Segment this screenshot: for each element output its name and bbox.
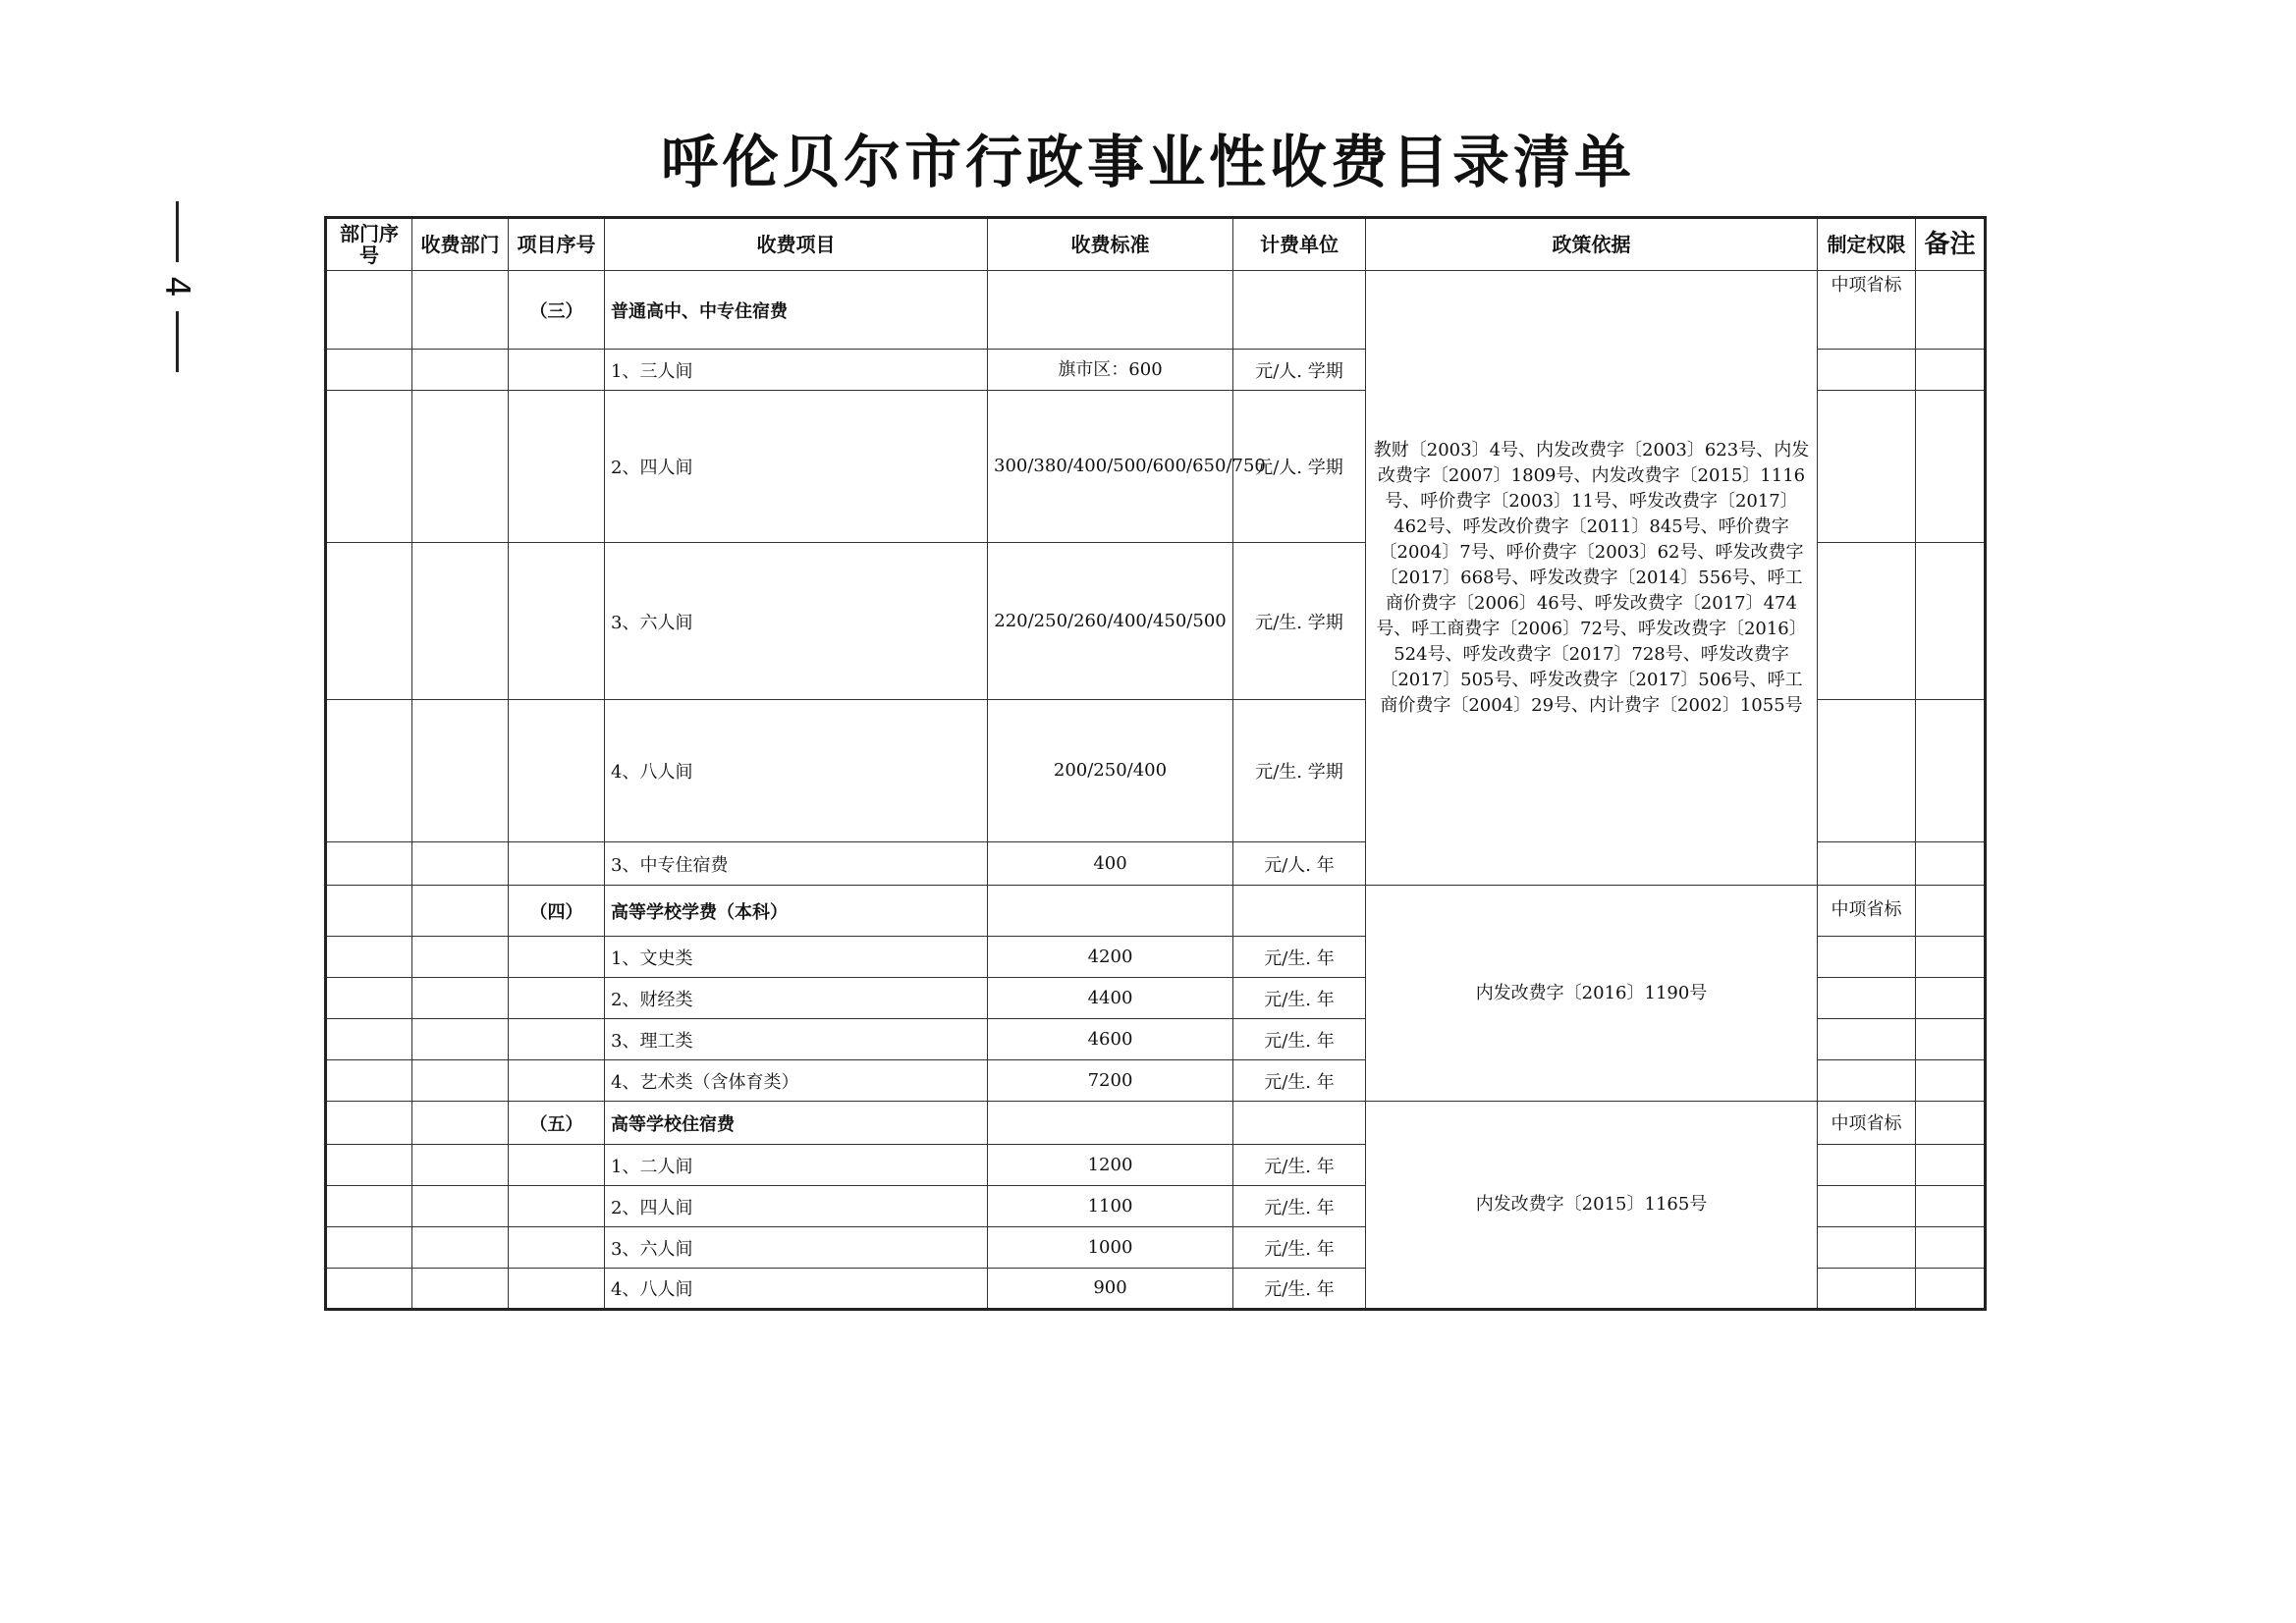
item-standard: 400 [988,842,1233,886]
item-unit: 元/人. 学期 [1233,350,1366,391]
group-name: 高等学校学费（本科） [605,886,988,937]
item-unit: 元/生. 年 [1233,1227,1366,1269]
policy-basis: 内发改费字〔2015〕1165号 [1366,1102,1818,1310]
fee-table [324,216,1987,1311]
item-name: 1、三人间 [605,350,988,391]
item-standard: 300/380/400/500/600/650/750 [988,391,1233,543]
authority: 中项省标 [1818,886,1916,937]
item-standard: 7200 [988,1060,1233,1102]
header-row [326,218,1986,271]
header-item-no: 项目序号 [509,218,605,271]
page-number [147,201,206,372]
header-standard: 收费标准 [988,218,1233,271]
item-standard: 220/250/260/400/450/500 [988,543,1233,700]
item-name: 3、六人间 [605,1227,988,1269]
item-unit: 元/人. 学期 [1233,391,1366,543]
item-standard: 4400 [988,978,1233,1019]
item-standard: 4600 [988,1019,1233,1060]
item-name: 1、二人间 [605,1145,988,1186]
header-remark: 备注 [1916,218,1986,271]
table-row [326,1102,1986,1145]
item-unit: 元/生. 年 [1233,978,1366,1019]
item-standard: 旗市区：600 [988,350,1233,391]
item-standard: 200/250/400 [988,700,1233,842]
item-name: 4、艺术类（含体育类） [605,1060,988,1102]
authority: 中项省标 [1818,271,1916,350]
item-name: 2、财经类 [605,978,988,1019]
item-unit: 元/生. 学期 [1233,700,1366,842]
policy-basis: 教财〔2003〕4号、内发改费字〔2003〕623号、内发改费字〔2007〕1809号、内发改费字〔2015〕1116号、呼价费字〔2003〕11号、呼发改费字〔2017〕462号、呼发改价费字〔2011〕845号、呼价费字〔2004〕7号、呼价费字〔2003〕62号、呼发改费字〔2017〕668号、呼发改费字〔2014〕556号、呼工商价费字〔2006〕46号、呼发改费字〔2017〕474号、呼工商费字〔2006〕72号、呼发改费字〔2016〕524号、呼发改费字〔2017〕728号、呼发改费字〔2017〕505号、呼发改费字〔2017〕506号、呼工商价费字〔2004〕29号、内计费字〔2002〕1055号 [1366,271,1818,886]
policy-basis: 内发改费字〔2016〕1190号 [1366,886,1818,1102]
item-name: 4、八人间 [605,1269,988,1310]
page-number-dash-top [176,201,179,262]
group-name: 普通高中、中专住宿费 [605,271,988,350]
item-standard: 900 [988,1269,1233,1310]
page-title: 呼伦贝尔市行政事业性收费目录清单 [660,129,1635,195]
item-unit: 元/生. 年 [1233,1269,1366,1310]
authority: 中项省标 [1818,1102,1916,1145]
item-unit: 元/生. 年 [1233,1060,1366,1102]
item-name: 3、理工类 [605,1019,988,1060]
item-name: 3、六人间 [605,543,988,700]
item-name: 2、四人间 [605,391,988,543]
item-standard: 4200 [988,937,1233,978]
page-number-dash-bottom [176,311,179,372]
header-authority: 制定权限 [1818,218,1916,271]
item-unit: 元/生. 年 [1233,937,1366,978]
group-no: （四） [509,886,605,937]
header-item: 收费项目 [605,218,988,271]
item-standard: 1200 [988,1145,1233,1186]
item-unit: 元/生. 学期 [1233,543,1366,700]
item-unit: 元/人. 年 [1233,842,1366,886]
group-no: （五） [509,1102,605,1145]
header-dept: 收费部门 [412,218,509,271]
item-name: 2、四人间 [605,1186,988,1227]
item-unit: 元/生. 年 [1233,1186,1366,1227]
page-number-value: 4 [156,276,196,298]
group-name: 高等学校住宿费 [605,1102,988,1145]
table-row [326,271,1986,350]
item-name: 4、八人间 [605,700,988,842]
header-dept-no: 部门序号 [326,218,412,271]
item-unit: 元/生. 年 [1233,1145,1366,1186]
table-row [326,886,1986,937]
item-standard: 1000 [988,1227,1233,1269]
group-no: （三） [509,271,605,350]
item-standard: 1100 [988,1186,1233,1227]
item-unit: 元/生. 年 [1233,1019,1366,1060]
item-name: 1、文史类 [605,937,988,978]
item-name: 3、中专住宿费 [605,842,988,886]
header-policy: 政策依据 [1366,218,1818,271]
header-unit: 计费单位 [1233,218,1366,271]
